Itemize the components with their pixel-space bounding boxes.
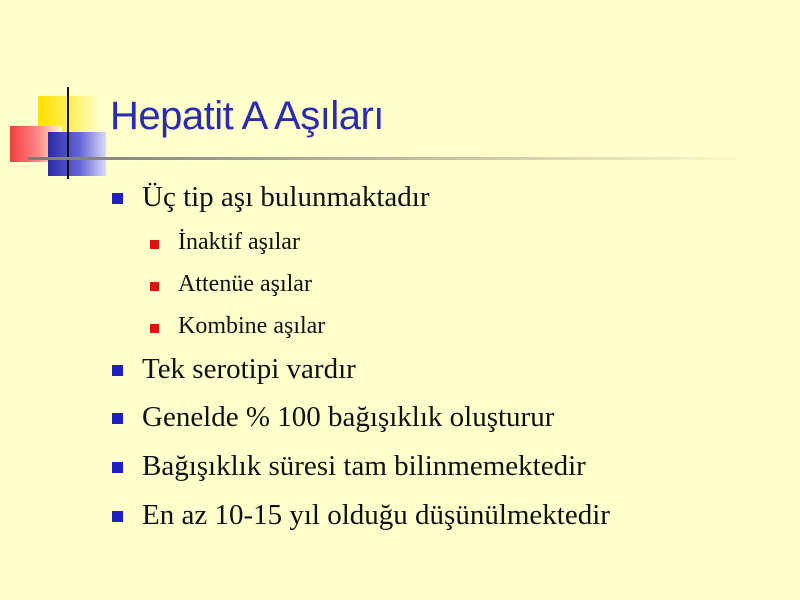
bullet-text: Tek serotipi vardır — [142, 353, 356, 385]
slide-title: Hepatit A Aşıları — [110, 94, 384, 138]
square-bullet-icon — [150, 324, 159, 333]
bullet-text: En az 10-15 yıl olduğu düşünülmektedir — [142, 499, 610, 531]
square-bullet-icon — [112, 365, 123, 376]
bullet-text: Üç tip aşı bulunmaktadır — [142, 181, 430, 213]
logo-blue-square — [48, 132, 106, 176]
square-bullet-icon — [150, 282, 159, 291]
bullet-text: Bağışıklık süresi tam bilinmemektedir — [142, 450, 586, 482]
bullet-text: Genelde % 100 bağışıklık oluşturur — [142, 401, 555, 433]
title-underline — [28, 157, 762, 160]
square-bullet-icon — [112, 511, 123, 522]
square-bullet-icon — [112, 462, 123, 473]
bullet-text: Attenüe aşılar — [178, 271, 312, 297]
square-bullet-icon — [112, 193, 123, 204]
bullet-text: Kombine aşılar — [178, 313, 326, 339]
square-bullet-icon — [112, 413, 123, 424]
bullet-text: İnaktif aşılar — [178, 229, 300, 255]
square-bullet-icon — [150, 240, 159, 249]
logo-vertical-line — [67, 87, 69, 179]
